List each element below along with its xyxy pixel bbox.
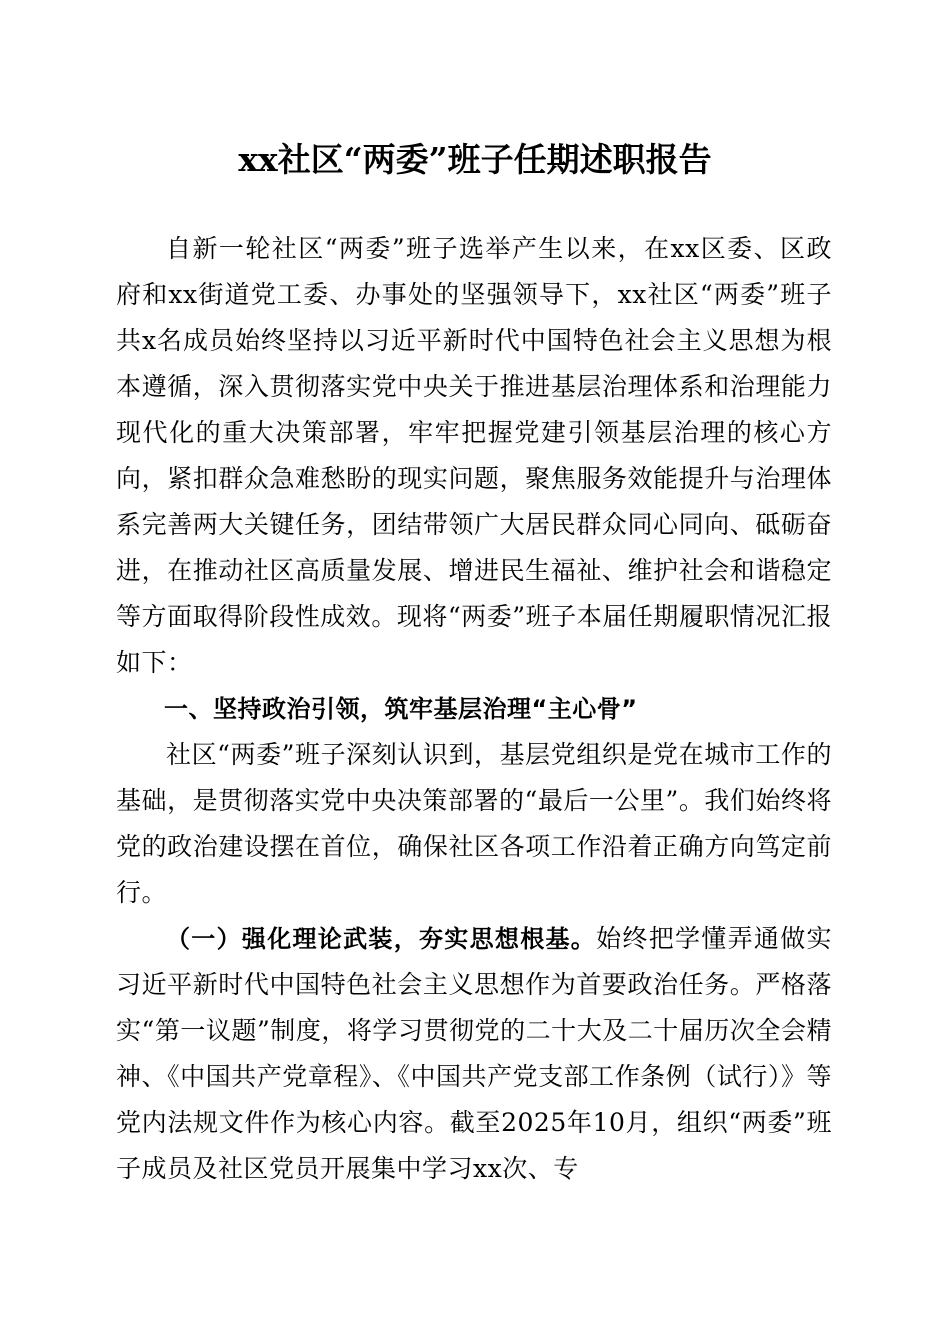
- subsection-1-lead: （一）强化理论武装，夯实思想根基。: [166, 925, 597, 953]
- document-body: [116, 226, 832, 1192]
- section-1-paragraph: 社区“两委”班子深刻认识到，基层党组织是党在城市工作的基础，是贯彻落实党中央决策部署的“最后一公里”。我们始终将党的政治建设摆在首位，确保社区各项工作沿着正确方向笃定前行。: [116, 740, 832, 907]
- document-title: xx社区“两委”班子任期述职报告: [238, 140, 712, 179]
- subsection-1-body: 始终把学懂弄通做实习近平新时代中国特色社会主义思想作为首要政治任务。严格落实“第一议题”制度，将学习贯彻党的二十大及二十届历次全会精神、《中国共产党章程》、《中国共产党支部工作条例（试行）》等党内法规文件作为核心内容。截至2025年10月，组织“两委”班子成员及社区党员开展集中学习xx次、专: [116, 924, 832, 1183]
- subsection-1-paragraph: [116, 916, 832, 1192]
- intro-paragraph: 自新一轮社区“两委”班子选举产生以来，在xx区委、区政府和xx街道党工委、办事处的坚强领导下，xx社区“两委”班子共x名成员始终坚持以习近平新时代中国特色社会主义思想为根本遵循，深入贯彻落实党中央关于推进基层治理体系和治理能力现代化的重大决策部署，牢牢把握党建引领基层治理的核心方向，紧扣群众急难愁盼的现实问题，聚焦服务效能提升与治理体系完善两大关键任务，团结带领广大居民群众同心同向、砥砺奋进，在推动社区高质量发展、增进民生福祉、维护社会和谐稳定等方面取得阶段性成效。现将“两委”班子本届任期履职情况汇报如下：: [116, 234, 832, 677]
- section-1-heading: 一、坚持政治引领，筑牢基层治理“主心骨”: [164, 695, 638, 723]
